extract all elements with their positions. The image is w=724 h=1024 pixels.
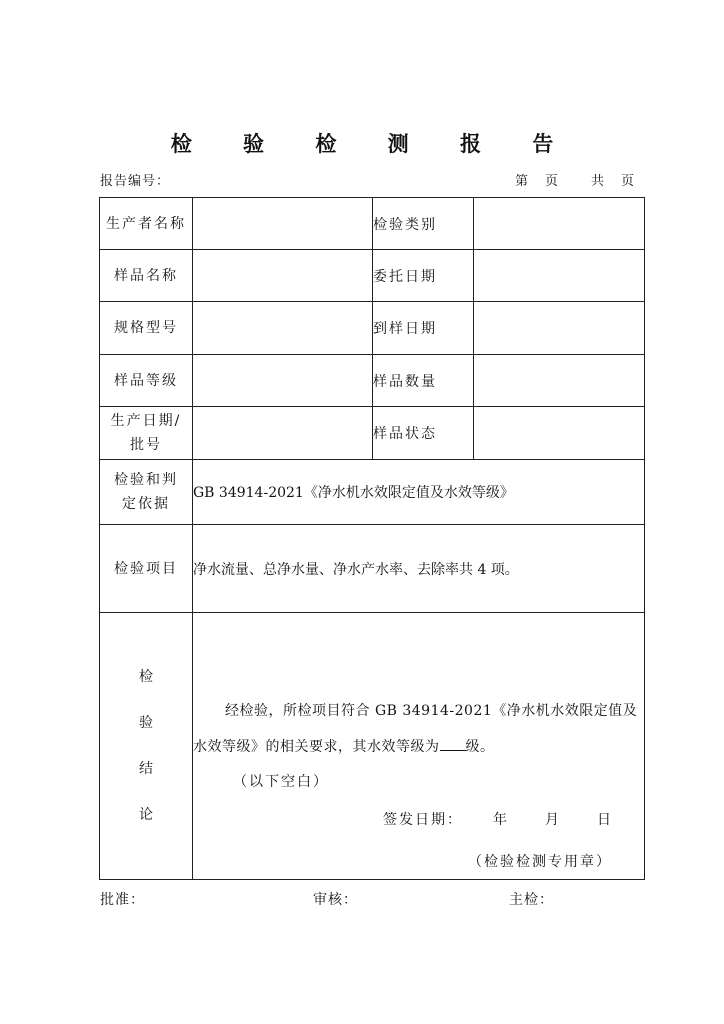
- inspector-label: 主检：: [509, 892, 554, 908]
- conclusion-char-2: 验: [139, 715, 153, 731]
- conclusion-char-1: 检: [139, 669, 153, 685]
- row-batch: [100, 407, 645, 460]
- quantity-value: [474, 355, 645, 407]
- sample-name-label: 样品名称: [100, 250, 193, 302]
- row-model: [100, 302, 645, 355]
- quantity-label: 样品数量: [373, 355, 474, 407]
- review-label: 审核：: [313, 892, 358, 908]
- conclusion-text: [193, 693, 644, 765]
- sign-date-label: 签发日期：: [383, 812, 463, 828]
- page-di: 第: [515, 174, 529, 189]
- basis-label-line1: 检验和判: [114, 472, 178, 488]
- sign-date-day: 日: [597, 812, 611, 828]
- batch-label: [100, 407, 193, 460]
- arrival-date-value: [474, 302, 645, 355]
- report-title: 检 验 检 测 报 告: [170, 131, 576, 156]
- sign-date-month: 月: [545, 812, 559, 828]
- batch-value: [193, 407, 373, 460]
- conclusion-char-4: 论: [139, 807, 153, 823]
- page-gong: 共: [591, 174, 605, 189]
- page-ye: 页: [545, 174, 559, 189]
- grade-blank: [440, 736, 466, 751]
- inspection-type-value: [474, 198, 645, 250]
- row-conclusion: [100, 613, 645, 880]
- blank-note: （以下空白）: [233, 774, 329, 790]
- inspection-type-label: 检验类别: [373, 198, 474, 250]
- conclusion-label: [100, 613, 193, 880]
- row-sample-name: [100, 250, 645, 302]
- seal-note: （检验检测专用章）: [468, 854, 612, 870]
- report-table: [99, 197, 645, 880]
- sign-date-year: 年: [493, 812, 507, 828]
- row-producer: [100, 198, 645, 250]
- basis-value: GB 34914-2021《净水机水效限定值及水效等级》: [193, 460, 645, 525]
- row-basis: [100, 460, 645, 525]
- model-label: 规格型号: [100, 302, 193, 355]
- row-grade: [100, 355, 645, 407]
- items-value: 净水流量、总净水量、净水产水率、去除率共 4 项。: [193, 525, 645, 613]
- commission-date-label: 委托日期: [373, 250, 474, 302]
- batch-label-line1: 生产日期/: [110, 413, 182, 429]
- conclusion-char-3: 结: [139, 761, 153, 777]
- report-number-label: 报告编号：: [100, 174, 171, 189]
- sign-date: [383, 809, 611, 829]
- batch-label-line2: 批号: [130, 437, 162, 453]
- grade-label: 样品等级: [100, 355, 193, 407]
- basis-label-line2: 定依据: [122, 496, 170, 512]
- page-ye-total: 页: [621, 174, 635, 189]
- items-label: 检验项目: [100, 525, 193, 613]
- grade-value: [193, 355, 373, 407]
- conclusion-body: [193, 613, 645, 880]
- commission-date-value: [474, 250, 645, 302]
- sample-name-value: [193, 250, 373, 302]
- arrival-date-label: 到样日期: [373, 302, 474, 355]
- conclusion-text-part1: 经检验，所检项目符合 GB 34914-2021《净水机水效限定值及水效等级》的相关要求，其水效等级为: [193, 703, 638, 755]
- producer-label: 生产者名称: [100, 198, 193, 250]
- approve-label: 批准：: [100, 892, 145, 908]
- row-items: [100, 525, 645, 613]
- sample-status-value: [474, 407, 645, 460]
- page-info: [515, 170, 634, 189]
- model-value: [193, 302, 373, 355]
- basis-label: [100, 460, 193, 525]
- conclusion-text-part2: 级。: [465, 739, 495, 755]
- sample-status-label: 样品状态: [373, 407, 474, 460]
- producer-value: [193, 198, 373, 250]
